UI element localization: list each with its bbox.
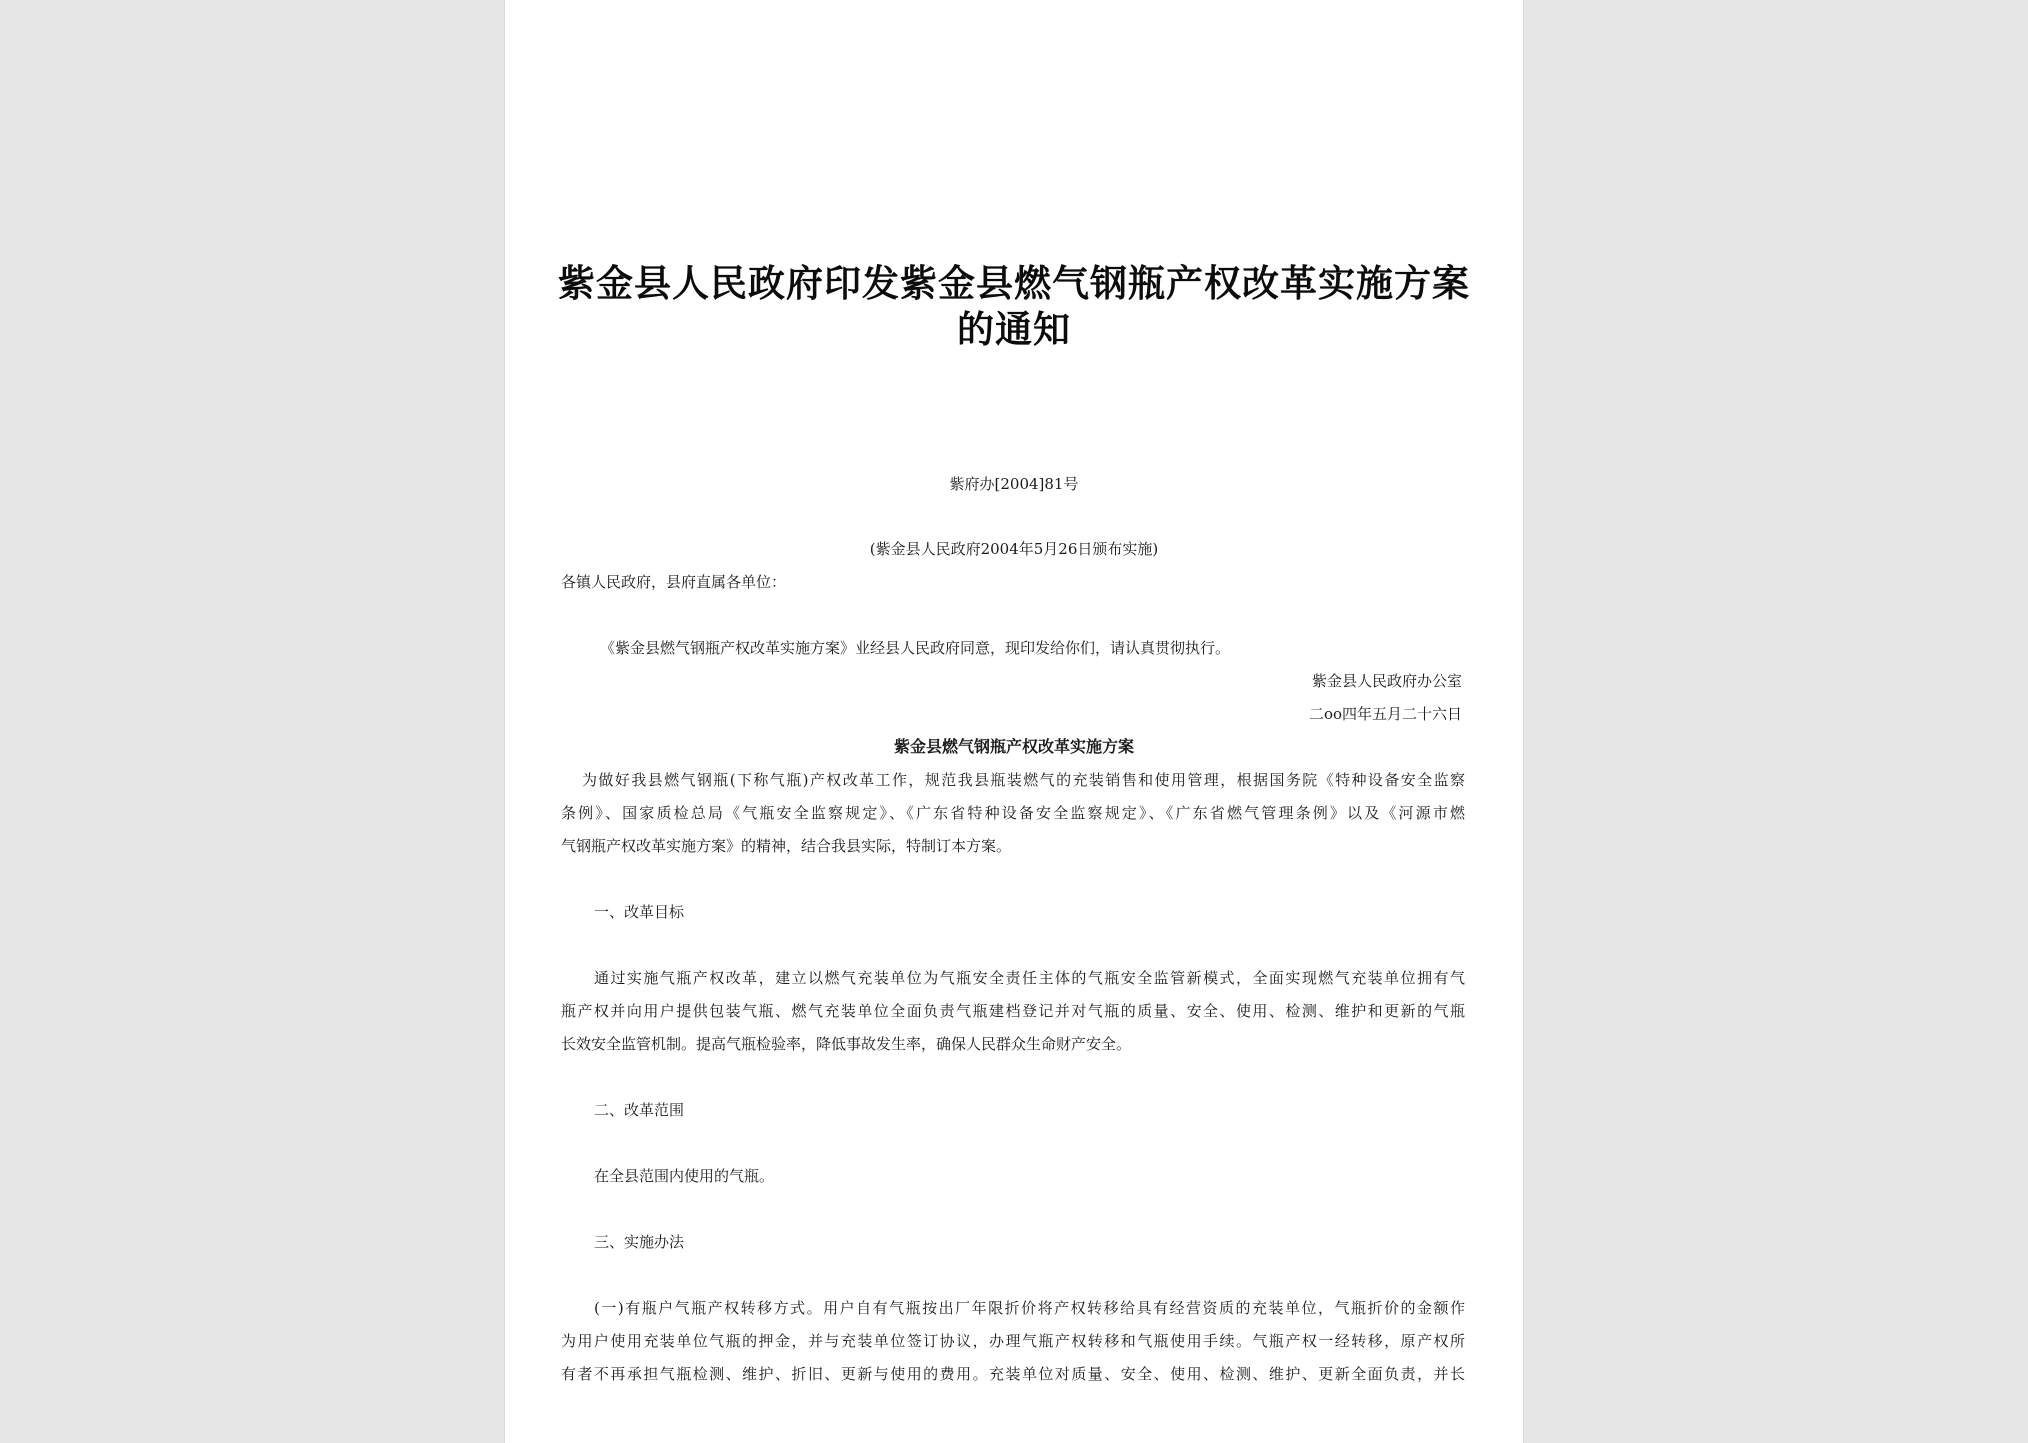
intro-line: 气钢瓶产权改革实施方案》的精神，结合我县实际，特制订本方案。 (561, 837, 1012, 855)
issue-date: 二oo四年五月二十六日 (1308, 705, 1462, 723)
section-goals-line: 通过实施气瓶产权改革，建立以燃气充装单位为气瓶安全责任主体的气瓶安全监管新模式，全面实现燃气充装单位拥有气 (594, 969, 1465, 987)
document-number: 紫府办[2004]81号 (949, 475, 1079, 493)
intro-line: 为做好我县燃气钢瓶(下称气瓶)产权改革工作，规范我县瓶装燃气的充装销售和使用管理，根据国务院《特种设备安全监察 (582, 771, 1465, 789)
section-heading-scope: 二、改革范围 (594, 1101, 685, 1119)
plan-title: 紫金县燃气钢瓶产权改革实施方案 (893, 737, 1134, 756)
promulgation-note: (紫金县人民政府2004年5月26日颁布实施) (869, 540, 1159, 558)
document-title-line-2: 的通知 (957, 308, 1071, 351)
section-scope-body: 在全县范围内使用的气瓶。 (594, 1167, 775, 1185)
section-methods-line: 为用户使用充装单位气瓶的押金，并与充装单位签订协议，办理气瓶产权转移和气瓶使用手续。气瓶产权一经转移，原产权所 (561, 1332, 1465, 1350)
document-page (505, 0, 1523, 1443)
section-methods-line: (一)有瓶户气瓶产权转移方式。用户自有气瓶按出厂年限折价将产权转移给具有经营资质的充装单位，气瓶折价的金额作 (594, 1299, 1465, 1317)
document-title-line-1: 紫金县人民政府印发紫金县燃气钢瓶产权改革实施方案 (558, 262, 1470, 305)
issuer: 紫金县人民政府办公室 (1311, 672, 1462, 690)
section-goals-line: 瓶产权并向用户提供包装气瓶、燃气充装单位全面负责气瓶建档登记并对气瓶的质量、安全、使用、检测、维护和更新的气瓶 (561, 1002, 1465, 1020)
addressee: 各镇人民政府，县府直属各单位： (561, 573, 787, 591)
notice-text: 《紫金县燃气钢瓶产权改革实施方案》业经县人民政府同意，现印发给你们，请认真贯彻执行。 (600, 639, 1231, 657)
section-heading-goals: 一、改革目标 (594, 903, 685, 921)
section-heading-methods: 三、实施办法 (594, 1233, 685, 1251)
section-methods-line: 有者不再承担气瓶检测、维护、折旧、更新与使用的费用。充装单位对质量、安全、使用、检测、维护、更新全面负责，并长 (561, 1365, 1465, 1383)
intro-line: 条例》、国家质检总局《气瓶安全监察规定》、《广东省特种设备安全监察规定》、《广东省燃气管理条例》以及《河源市燃 (561, 804, 1465, 822)
section-goals-line: 长效安全监管机制。提高气瓶检验率，降低事故发生率，确保人民群众生命财产安全。 (561, 1035, 1132, 1053)
